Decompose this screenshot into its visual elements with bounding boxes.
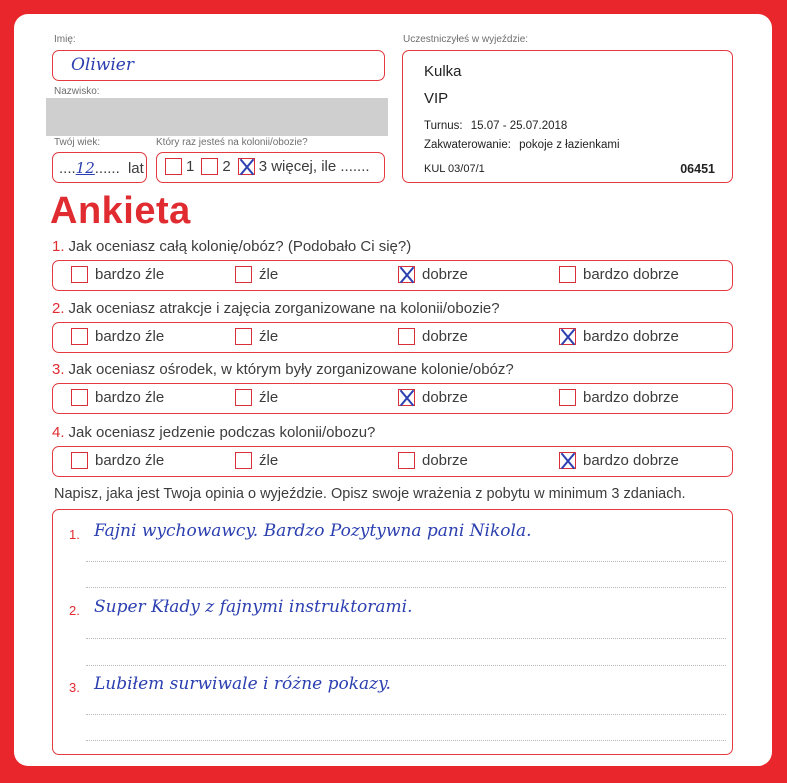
rating-checkbox[interactable]	[398, 452, 415, 469]
rating-option[interactable]	[398, 452, 468, 469]
times-options	[165, 158, 370, 175]
rating-option[interactable]	[559, 328, 679, 345]
rating-label: dobrze	[422, 389, 468, 406]
rating-option[interactable]	[235, 452, 278, 469]
times-option-2	[201, 158, 230, 175]
rating-label: bardzo dobrze	[583, 389, 679, 406]
question-text: Jak oceniasz ośrodek, w którym były zorganizowane kolonie/obóz?	[68, 361, 514, 378]
name-label: Imię:	[54, 34, 76, 45]
rule-line	[86, 561, 726, 562]
rating-label: bardzo dobrze	[583, 266, 679, 283]
rating-checkbox[interactable]	[235, 266, 252, 283]
survey-sheet	[14, 14, 772, 766]
rating-option[interactable]	[398, 328, 468, 345]
answer-1-text: Fajni wychowawcy. Bardzo Pozytywna pani Nikola.	[94, 521, 532, 541]
answer-3-text: Lubiłem surwiwale i różne pokazy.	[94, 674, 391, 694]
question-text: Jak oceniasz całą kolonię/obóz? (Podobało Ci się?)	[68, 238, 412, 255]
question-text: Jak oceniasz atrakcje i zajęcia zorganizowane na kolonii/obozie?	[68, 300, 500, 317]
rating-label: bardzo źle	[95, 328, 165, 345]
times-checkbox-1[interactable]	[165, 158, 182, 175]
rating-option[interactable]	[71, 328, 164, 345]
rating-checkbox[interactable]	[71, 266, 88, 283]
rating-label: dobrze	[422, 452, 468, 469]
camp-code: KUL 03/07/1	[424, 163, 485, 175]
rating-checkbox[interactable]	[71, 328, 88, 345]
question-1	[52, 238, 411, 255]
accommodation-value: pokoje z łazienkami	[519, 139, 620, 151]
rating-checkbox[interactable]	[398, 266, 415, 283]
rating-option[interactable]	[235, 266, 278, 283]
opinion-prompt: Napisz, jaka jest Twoja opinia o wyjeździe. Opisz swoje wrażenia z pobytu w minimum 3 zdaniach.	[54, 486, 686, 502]
rating-label: źle	[259, 266, 279, 283]
rating-option[interactable]	[71, 389, 164, 406]
rating-checkbox[interactable]	[235, 328, 252, 345]
accommodation-line	[424, 139, 620, 151]
age-dots-left: ....	[59, 160, 76, 177]
answer-2-num: 2.	[69, 603, 80, 618]
package-name: VIP	[424, 90, 449, 107]
rule-line	[86, 587, 726, 588]
rating-label: bardzo dobrze	[583, 452, 679, 469]
rating-label: źle	[259, 328, 279, 345]
question-number: 3.	[52, 361, 65, 378]
rating-label: bardzo źle	[95, 266, 165, 283]
times-field	[156, 152, 385, 183]
rating-label: bardzo dobrze	[583, 328, 679, 345]
answer-3-num: 3.	[69, 680, 80, 695]
age-field[interactable]	[52, 152, 147, 183]
rating-checkbox[interactable]	[559, 452, 576, 469]
rating-label: bardzo źle	[95, 389, 165, 406]
age-unit: lat	[127, 160, 144, 177]
rating-checkbox[interactable]	[235, 389, 252, 406]
times-checkbox-2[interactable]	[201, 158, 218, 175]
rating-option[interactable]	[398, 266, 468, 283]
term-line	[424, 120, 567, 132]
rating-option[interactable]	[235, 328, 278, 345]
opinion-box[interactable]	[52, 509, 733, 755]
rating-checkbox[interactable]	[559, 266, 576, 283]
participant-label: Uczestniczyłeś w wyjeździe:	[403, 34, 529, 45]
name-field[interactable]	[52, 50, 385, 81]
term-label: Turnus:	[424, 120, 463, 132]
rating-label: dobrze	[422, 266, 468, 283]
answer-2-text: Super Kłady z fajnymi instruktorami.	[94, 597, 413, 617]
rating-label: dobrze	[422, 328, 468, 345]
rule-line	[86, 665, 726, 666]
question-4	[52, 424, 375, 441]
rule-line	[86, 714, 726, 715]
rating-label: bardzo źle	[95, 452, 165, 469]
age-label: Twój wiek:	[54, 137, 101, 148]
rating-checkbox[interactable]	[559, 389, 576, 406]
question-number: 4.	[52, 424, 65, 441]
question-number: 2.	[52, 300, 65, 317]
rating-option[interactable]	[71, 452, 164, 469]
rating-option[interactable]	[398, 389, 468, 406]
rating-checkbox[interactable]	[235, 452, 252, 469]
surname-redacted	[46, 98, 388, 136]
times-option-label: 3 więcej, ile .......	[258, 158, 370, 175]
rating-option[interactable]	[559, 452, 679, 469]
rule-line	[86, 638, 726, 639]
times-option-label: 2	[222, 158, 231, 175]
times-option-3	[238, 158, 370, 175]
rating-option[interactable]	[559, 266, 679, 283]
rating-checkbox[interactable]	[398, 389, 415, 406]
rating-row-3	[52, 383, 733, 414]
question-3	[52, 361, 514, 378]
answer-1-num: 1.	[69, 527, 80, 542]
form-number: 06451	[680, 162, 715, 176]
rating-checkbox[interactable]	[398, 328, 415, 345]
rating-label: źle	[259, 389, 279, 406]
term-value: 15.07 - 25.07.2018	[470, 120, 568, 132]
question-number: 1.	[52, 238, 65, 255]
times-label: Który raz jesteś na kolonii/obozie?	[156, 137, 308, 148]
camp-name: Kulka	[424, 63, 462, 80]
rule-line	[86, 740, 726, 741]
rating-option[interactable]	[559, 389, 679, 406]
rating-option[interactable]	[71, 266, 164, 283]
times-checkbox-3[interactable]	[238, 158, 255, 175]
accommodation-label: Zakwaterowanie:	[424, 139, 511, 151]
times-option-label: 1	[186, 158, 195, 175]
name-value: Oliwier	[71, 55, 134, 75]
rating-label: źle	[259, 452, 279, 469]
rating-checkbox[interactable]	[559, 328, 576, 345]
rating-checkbox[interactable]	[71, 452, 88, 469]
age-dots-right: ......	[94, 160, 120, 177]
survey-title: Ankieta	[50, 190, 191, 232]
question-2	[52, 300, 500, 317]
rating-checkbox[interactable]	[71, 389, 88, 406]
question-text: Jak oceniasz jedzenie podczas kolonii/obozu?	[68, 424, 376, 441]
surname-label: Nazwisko:	[54, 86, 100, 97]
rating-row-4	[52, 446, 733, 477]
rating-option[interactable]	[235, 389, 278, 406]
age-value: 12	[75, 159, 95, 177]
rating-row-1	[52, 260, 733, 291]
participant-box	[402, 50, 733, 183]
rating-row-2	[52, 322, 733, 353]
times-option-1	[165, 158, 194, 175]
